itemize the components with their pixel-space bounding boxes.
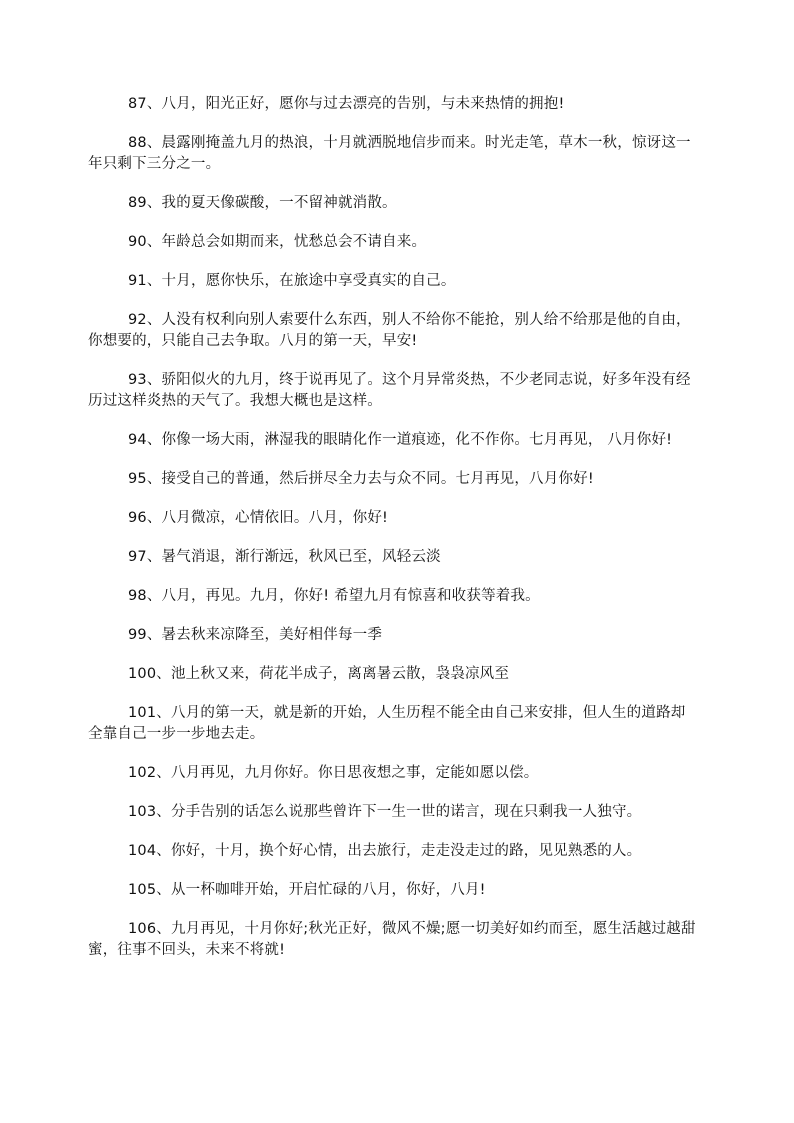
paragraph-105: 105、从一杯咖啡开始，开启忙碌的八月，你好，八月! (128, 882, 486, 898)
paragraph-104: 104、你好，十月，换个好心情，出去旅行，走走没走过的路，见见熟悉的人。 (128, 843, 642, 859)
paragraph-94: 94、你像一场大雨，淋湿我的眼睛化作一道痕迹，化不作你。七月再见， 八月你好! (128, 432, 673, 448)
paragraph-103: 103、分手告别的话怎么说那些曾许下一生一世的诺言，现在只剩我一人独守。 (128, 804, 642, 820)
paragraph-106: 106、九月再见，十月你好;秋光正好，微风不燥;愿一切美好如约而至，愿生活越过越甜蜜，往事不回头，未来不将就! (88, 921, 696, 958)
paragraph-92: 92、人没有权利向别人索要什么东西，别人不给你不能抢，别人给不给那是他的自由，你想要的，只能自己去争取。八月的第一天，早安! (88, 312, 691, 349)
paragraph-90: 90、年龄总会如期而来，忧愁总会不请自来。 (128, 234, 427, 250)
paragraph-87: 87、八月，阳光正好，愿你与过去漂亮的告别，与未来热情的拥抱! (128, 96, 565, 112)
paragraph-98: 98、八月，再见。九月，你好! 希望九月有惊喜和收获等着我。 (128, 588, 540, 604)
paragraph-88: 88、晨露刚掩盖九月的热浪，十月就洒脱地信步而来。时光走笔，草木一秋，惊讶这一年只剩下三分之一。 (88, 135, 691, 172)
paragraph-102: 102、八月再见，九月你好。你日思夜想之事，定能如愿以偿。 (128, 765, 539, 781)
paragraph-99: 99、暑去秋来凉降至，美好相伴每一季 (128, 627, 383, 643)
paragraph-100: 100、池上秋又来，荷花半成子，离离暑云散，袅袅凉风至 (128, 666, 510, 682)
paragraph-93: 93、骄阳似火的九月，终于说再见了。这个月异常炎热，不少老同志说，好多年没有经历过这样炎热的天气了。我想大概也是这样。 (88, 372, 691, 409)
paragraph-91: 91、十月，愿你快乐，在旅途中享受真实的自己。 (128, 273, 456, 289)
paragraph-89: 89、我的夏天像碳酸，一不留神就消散。 (128, 195, 397, 211)
paragraph-95: 95、接受自己的普通，然后拼尽全力去与众不同。七月再见，八月你好! (128, 471, 594, 487)
paragraph-101: 101、八月的第一天，就是新的开始，人生历程不能全由自己来安排，但人生的道路却全靠自己一步一步地去走。 (88, 705, 686, 742)
document-body (88, 94, 700, 979)
paragraph-96: 96、八月微凉，心情依旧。八月，你好! (128, 510, 389, 526)
paragraph-97: 97、暑气消退，渐行渐远，秋风已至，风轻云淡 (128, 549, 441, 565)
